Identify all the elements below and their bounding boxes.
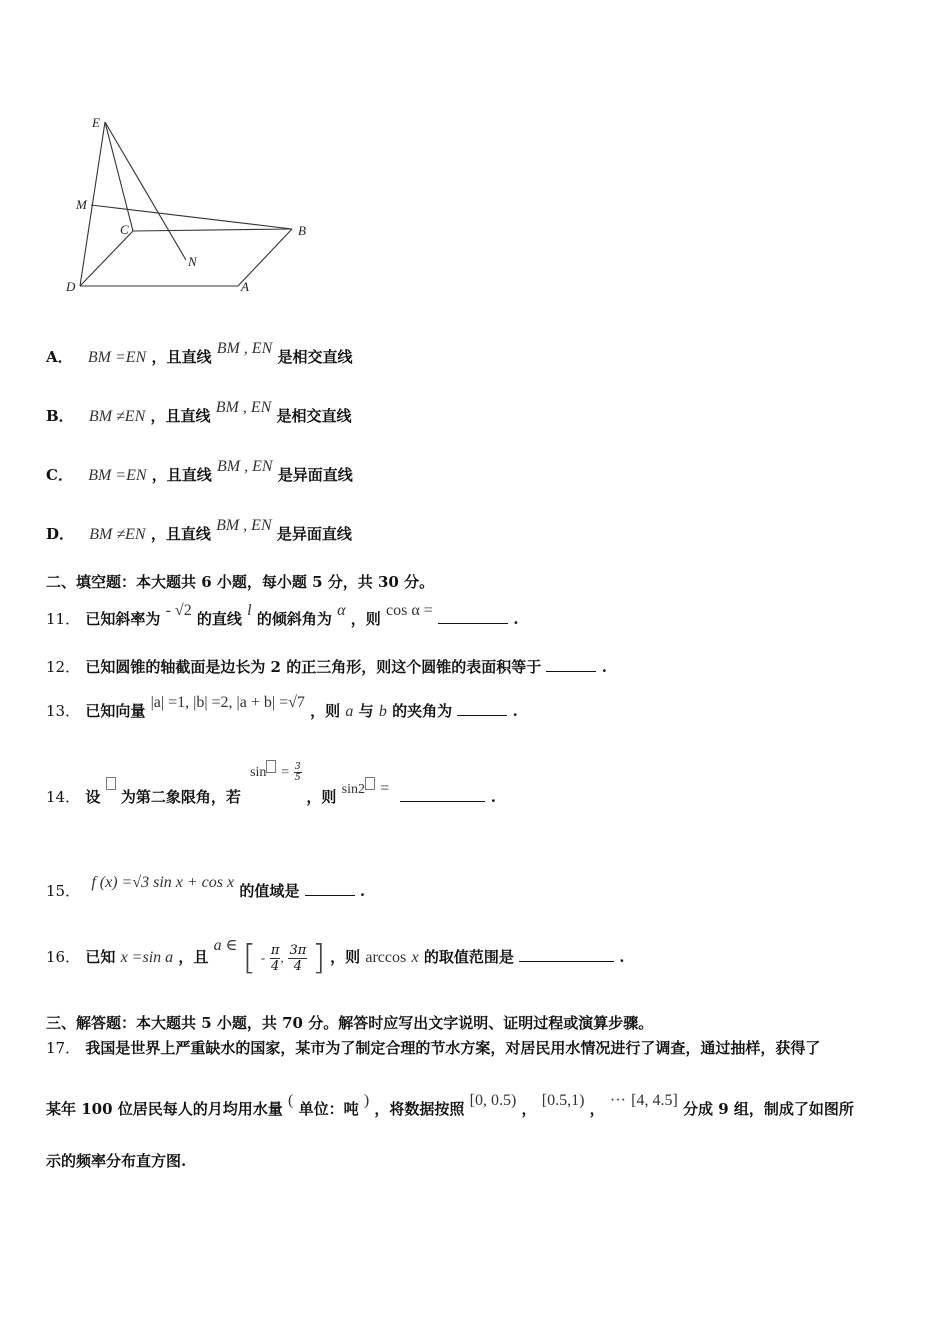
edge-CB <box>133 229 292 231</box>
answer-blank-16[interactable] <box>519 960 614 962</box>
function-expression: f (x) =√3 sin x + cos x <box>91 874 235 891</box>
answer-blank-15[interactable] <box>305 894 355 896</box>
interval-last: [4, 4.5] <box>631 1092 678 1109</box>
answer-blank-12[interactable] <box>546 670 596 672</box>
vector-condition: |a| =1, |b| =2, |a + b| =√7 <box>150 694 305 711</box>
question-17-line3: 示的频率分布直方图. <box>46 1152 187 1170</box>
edge-AB <box>238 229 292 286</box>
option-c-relation: BM =EN <box>88 467 147 484</box>
question-17-line2: 某年 100 位居民每人的月均用水量 ( 单位：吨 ) ，将数据按照 [0, 0.5) ， [0.5,1) ， ··· [4, 4.5] 分成 9 组，制成了如图所 <box>46 1092 854 1118</box>
interval-2: [0.5,1) <box>541 1092 585 1109</box>
option-a-relation: BM =EN <box>87 349 147 366</box>
label-N: N <box>188 254 197 269</box>
label-C: C <box>120 222 129 237</box>
option-d-lines: BM , EN <box>216 517 272 534</box>
option-c[interactable]: C． BM =EN ，且直线 BM , EN 是异面直线 <box>46 458 353 484</box>
question-15: 15． f (x) =√3 sin x + cos x 的值域是 . <box>46 874 366 900</box>
sin-condition: sin = $\frac{3}{5}$ <box>250 761 301 783</box>
interval: [ - $\frac{\pi}{4}$ , $\frac{3\pi}{4}$ ] <box>242 938 326 978</box>
edge-DC <box>80 231 133 286</box>
question-17-line1: 17． 我国是世界上严重缺水的国家，某市为了制定合理的节水方案，对居民用水情况进行了调查，通过抽样，获得了 <box>46 1039 821 1057</box>
question-14: 14． 设 为第二象限角，若 sin = $\frac{3}{5}$ ，则 sin2 = . <box>46 761 496 806</box>
label-D: D <box>66 279 76 294</box>
option-b-relation: BM ≠EN <box>88 408 146 425</box>
option-d[interactable]: D． BM ≠EN ，且直线 BM , EN 是异面直线 <box>46 517 352 543</box>
edge-EC <box>105 122 133 231</box>
question-16: 16． 已知 x =sin a ，且 a ∈ [ - $\frac{\pi}{4}$ , $\frac{3\pi}{4}$ ] ，则 arccos x 的取值范围是 . <box>46 937 625 978</box>
option-a[interactable]: A． BM =EN ，且直线 BM , EN 是相交直线 <box>46 340 353 366</box>
option-c-lines: BM , EN <box>217 458 273 475</box>
question-13: 13． 已知向量 |a| =1, |b| =2, |a + b| =√7 ，则 a 与 b 的夹角为 . <box>46 694 518 720</box>
geometry-figure <box>60 110 320 305</box>
label-M: M <box>76 197 87 212</box>
answer-blank-11[interactable] <box>438 622 508 624</box>
angle-placeholder-glyph <box>106 777 116 790</box>
interval-1: [0, 0.5) <box>469 1092 517 1109</box>
slope-value: - √2 <box>165 602 192 619</box>
answer-blank-14[interactable] <box>400 800 485 802</box>
label-A: A <box>241 279 249 294</box>
answer-blank-13[interactable] <box>457 714 507 716</box>
question-12: 12． 已知圆锥的轴截面是边长为 2 的正三角形，则这个圆锥的表面积等于 . <box>46 658 607 676</box>
option-a-lines: BM , EN <box>216 340 273 357</box>
question-11: 11． 已知斜率为 - √2 的直线 l 的倾斜角为 α ，则 cos α = . <box>46 602 519 628</box>
option-d-relation: BM ≠EN <box>89 526 146 543</box>
section3-heading: 三、解答题：本大题共 5 小题，共 70 分。解答时应写出文字说明、证明过程或演算步骤。 <box>46 1014 654 1032</box>
label-E: E <box>92 115 100 130</box>
section2-heading: 二、填空题：本大题共 6 小题，每小题 5 分，共 30 分。 <box>46 573 435 591</box>
option-b-lines: BM , EN <box>215 399 272 416</box>
option-b[interactable]: B． BM ≠EN ，且直线 BM , EN 是相交直线 <box>46 399 352 425</box>
label-B: B <box>298 223 306 238</box>
edge-EN <box>105 122 186 260</box>
